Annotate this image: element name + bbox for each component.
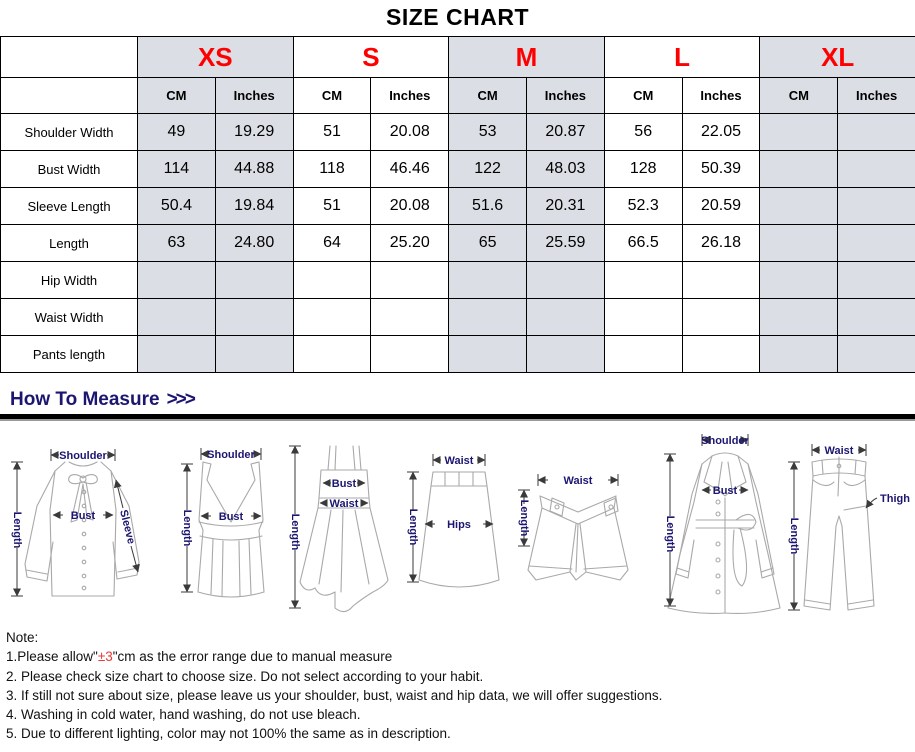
measurement-value xyxy=(682,299,760,336)
measurement-value xyxy=(682,336,760,373)
measurement-value xyxy=(760,262,838,299)
measure-figure-pants xyxy=(782,424,912,624)
measurement-value xyxy=(449,299,527,336)
section-divider xyxy=(0,414,915,421)
measurement-value xyxy=(604,336,682,373)
measurement-label: Hip Width xyxy=(1,262,138,299)
figure-label-length: Length xyxy=(181,509,194,547)
figure-label-waist: Waist xyxy=(445,455,474,467)
measurement-value xyxy=(138,299,216,336)
size-header-l: L xyxy=(604,37,760,78)
note-text: 1.Please allow" xyxy=(6,649,98,665)
measurement-value: 122 xyxy=(449,151,527,188)
measurement-value xyxy=(760,151,838,188)
measurement-value: 20.08 xyxy=(371,114,449,151)
measurement-value: 51 xyxy=(293,114,371,151)
measurement-label: Sleeve Length xyxy=(1,188,138,225)
figure-label-length: Length xyxy=(289,513,302,551)
measurement-value xyxy=(215,336,293,373)
measurement-value: 20.59 xyxy=(682,188,760,225)
measurement-value xyxy=(138,336,216,373)
figure-label-waist: Waist xyxy=(329,498,359,510)
size-table xyxy=(0,36,915,373)
measure-figure-shorts xyxy=(512,424,640,624)
measurement-value: 64 xyxy=(293,225,371,262)
measurement-value: 52.3 xyxy=(604,188,682,225)
how-to-measure-label: How To Measure xyxy=(10,389,160,410)
measurement-value xyxy=(371,262,449,299)
measurement-value xyxy=(449,262,527,299)
figure-label-length: Length xyxy=(11,511,24,549)
measurement-value: 19.84 xyxy=(215,188,293,225)
figure-label-shoulder: Shoulder xyxy=(59,450,107,462)
measurement-value: 26.18 xyxy=(682,225,760,262)
measurement-value xyxy=(838,151,915,188)
unit-header-inches: Inches xyxy=(838,78,915,114)
measurement-label: Shoulder Width xyxy=(1,114,138,151)
measure-figures-row xyxy=(0,424,915,626)
figure-label-bust: Bust xyxy=(712,485,738,497)
unit-header-cm: CM xyxy=(449,78,527,114)
table-corner-cell-2 xyxy=(1,78,138,114)
measure-figure-tank-top xyxy=(173,424,285,624)
measurement-value: 128 xyxy=(604,151,682,188)
figure-label-waist: Waist xyxy=(824,445,854,457)
table-row xyxy=(1,262,915,299)
measurement-value xyxy=(293,336,371,373)
measurement-value: 20.87 xyxy=(526,114,604,151)
measurement-value: 114 xyxy=(138,151,216,188)
note-text: 4. Washing in cold water, hand washing, do not use bleach. xyxy=(6,707,361,723)
measurement-value xyxy=(760,114,838,151)
measurement-value xyxy=(215,262,293,299)
measurement-value xyxy=(138,262,216,299)
measurement-value xyxy=(604,262,682,299)
measurement-value xyxy=(215,299,293,336)
measurement-value: 22.05 xyxy=(682,114,760,151)
figure-label-waist: Waist xyxy=(563,475,593,487)
measurement-value xyxy=(760,299,838,336)
figure-label-shoulder: Shoulder xyxy=(207,449,255,461)
measurement-value xyxy=(293,299,371,336)
unit-header-cm: CM xyxy=(138,78,216,114)
unit-header-cm: CM xyxy=(604,78,682,114)
measurement-value: 65 xyxy=(449,225,527,262)
measurement-value: 63 xyxy=(138,225,216,262)
measurement-value xyxy=(449,336,527,373)
figure-label-sleeve: Sleeve xyxy=(117,508,138,546)
measurement-value: 20.31 xyxy=(526,188,604,225)
figure-label-length: Length xyxy=(407,508,420,546)
measurement-value xyxy=(604,299,682,336)
measurement-value xyxy=(293,262,371,299)
measure-figure-skirt xyxy=(403,424,511,624)
note-line xyxy=(6,686,906,705)
measurement-value xyxy=(838,225,915,262)
chevrons-icon: >>> xyxy=(166,389,194,410)
measurement-value: 118 xyxy=(293,151,371,188)
measurement-value xyxy=(526,299,604,336)
measure-figure-blouse xyxy=(3,424,173,624)
note-line xyxy=(6,705,906,724)
size-header-xs: XS xyxy=(138,37,294,78)
note-text: 3. If still not sure about size, please leave us your shoulder, bust, waist and hip data, we will offer suggestions. xyxy=(6,687,663,703)
measurement-value xyxy=(838,262,915,299)
measurement-value: 50.4 xyxy=(138,188,216,225)
measurement-value xyxy=(526,262,604,299)
measurement-value: 25.20 xyxy=(371,225,449,262)
figure-label-bust: Bust xyxy=(218,511,244,523)
unit-header-inches: Inches xyxy=(682,78,760,114)
measurement-value xyxy=(838,188,915,225)
measurement-value: 20.08 xyxy=(371,188,449,225)
measurement-value xyxy=(760,225,838,262)
table-row xyxy=(1,299,915,336)
size-header-xl: XL xyxy=(760,37,915,78)
unit-header-inches: Inches xyxy=(526,78,604,114)
figure-label-bust: Bust xyxy=(70,510,96,522)
how-to-measure-heading xyxy=(10,389,194,411)
notes-section xyxy=(6,628,906,744)
figure-label-length: Length xyxy=(517,499,530,537)
measurement-value xyxy=(682,262,760,299)
unit-header-cm: CM xyxy=(293,78,371,114)
measurement-value xyxy=(838,114,915,151)
unit-header-cm: CM xyxy=(760,78,838,114)
measurement-value: 53 xyxy=(449,114,527,151)
measurement-value: 44.88 xyxy=(215,151,293,188)
note-highlight: ±3 xyxy=(97,649,113,665)
measurement-value: 48.03 xyxy=(526,151,604,188)
measurement-value xyxy=(371,299,449,336)
figure-label-hips: Hips xyxy=(447,519,472,531)
note-text: "cm as the error range due to manual measure xyxy=(112,649,393,665)
measurement-value xyxy=(371,336,449,373)
note-text: 2. Please check size chart to choose size. Do not select according to your habit. xyxy=(6,668,484,684)
notes-list xyxy=(6,647,906,743)
measurement-value: 51.6 xyxy=(449,188,527,225)
notes-title: Note: xyxy=(6,630,39,645)
measurement-label: Waist Width xyxy=(1,299,138,336)
page-title: SIZE CHART xyxy=(386,4,529,30)
table-row xyxy=(1,114,915,151)
measurement-value: 49 xyxy=(138,114,216,151)
note-text: 5. Due to different lighting, color may not 100% the same as in description. xyxy=(6,726,451,742)
table-row xyxy=(1,151,915,188)
figure-label-shoulder: Shoulder xyxy=(700,435,749,447)
measurement-value xyxy=(760,336,838,373)
figure-label-bust: Bust xyxy=(332,478,357,490)
measurement-value: 24.80 xyxy=(215,225,293,262)
measurement-value: 50.39 xyxy=(682,151,760,188)
measurement-value: 66.5 xyxy=(604,225,682,262)
size-header-s: S xyxy=(293,37,449,78)
unit-header-inches: Inches xyxy=(215,78,293,114)
figure-label-length: Length xyxy=(663,515,676,553)
table-row xyxy=(1,225,915,262)
note-line xyxy=(6,724,906,743)
measurement-value xyxy=(760,188,838,225)
measure-figure-slip-dress xyxy=(285,424,403,624)
figure-label-length: Length xyxy=(788,517,801,555)
table-corner-cell xyxy=(1,37,138,78)
measurement-value: 19.29 xyxy=(215,114,293,151)
measurement-value xyxy=(526,336,604,373)
measure-figure-trench-coat xyxy=(640,424,782,624)
size-header-m: M xyxy=(449,37,605,78)
unit-header-inches: Inches xyxy=(371,78,449,114)
measurement-value: 51 xyxy=(293,188,371,225)
measurement-value xyxy=(838,299,915,336)
note-line xyxy=(6,647,906,666)
table-row xyxy=(1,188,915,225)
table-row xyxy=(1,336,915,373)
note-line xyxy=(6,667,906,686)
measurement-label: Pants length xyxy=(1,336,138,373)
measurement-value xyxy=(838,336,915,373)
measurement-label: Length xyxy=(1,225,138,262)
measurement-label: Bust Width xyxy=(1,151,138,188)
measurement-value: 56 xyxy=(604,114,682,151)
figure-label-thigh: Thigh xyxy=(879,493,910,505)
measurement-value: 25.59 xyxy=(526,225,604,262)
measurement-value: 46.46 xyxy=(371,151,449,188)
